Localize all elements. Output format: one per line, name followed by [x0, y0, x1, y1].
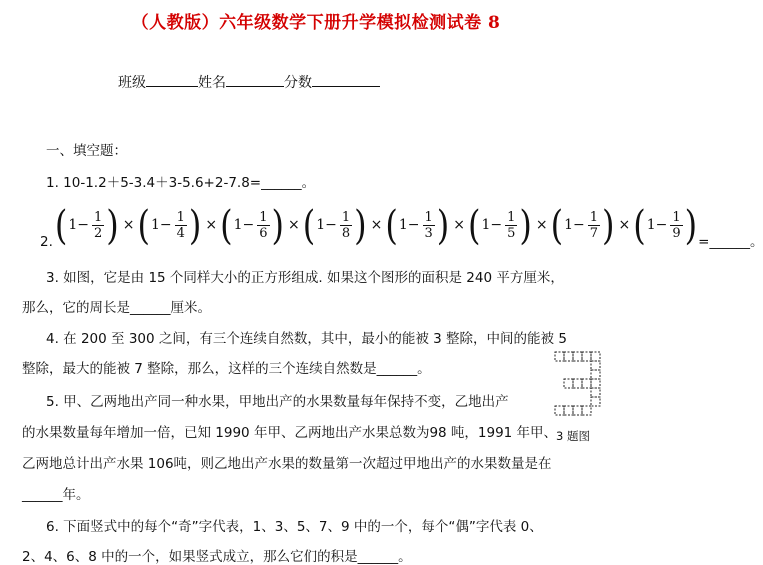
- page-title: （人教版）六年级数学下册升学模拟检测试卷 8: [131, 13, 501, 33]
- one-minus: 1−: [398, 217, 420, 233]
- question-5-line-1: 5. 甲、乙两地出产同一种水果，甲地出产的水果数量每年保持不变，乙地出产: [46, 394, 509, 410]
- question-4-line-2: 整除，最大的能被 7 整除，那么，这样的三个连续自然数是______。: [22, 361, 431, 377]
- question-6-line-2: 2、4、6、8 中的一个，如果竖式成立，那么它们的积是______。: [22, 549, 412, 565]
- question-2-answer: =______。: [698, 234, 763, 250]
- question-3-line-2: 那么，它的周长是______厘米。: [22, 300, 211, 316]
- factor: [385, 201, 450, 249]
- right-paren: ): [188, 201, 202, 249]
- section-heading: 一、填空题：: [46, 143, 127, 159]
- numerator: 1: [672, 209, 681, 225]
- question-5-line-4: ______年。: [22, 487, 90, 503]
- one-minus: 1−: [233, 217, 255, 233]
- factor: [220, 201, 285, 249]
- factor: [550, 201, 615, 249]
- name-blank: [226, 73, 284, 87]
- numerator: 1: [176, 209, 185, 225]
- numerator: 1: [424, 209, 433, 225]
- numerator: 1: [259, 209, 268, 225]
- score-blank: [312, 73, 380, 87]
- left-paren: (: [550, 201, 564, 249]
- times-sign: ×: [453, 217, 466, 233]
- fraction: [257, 210, 269, 241]
- one-minus: 1−: [316, 217, 337, 233]
- denominator: 9: [672, 225, 681, 241]
- factor: [137, 201, 202, 249]
- denominator: 2: [94, 225, 103, 241]
- question-6-line-1: 6. 下面竖式中的每个“奇”字代表，1、3、5、7、9 中的一个，每个“偶”字代表 0、: [46, 519, 543, 535]
- one-minus: 1−: [646, 217, 668, 233]
- fraction: [505, 210, 517, 241]
- name-label: 姓名: [198, 75, 226, 91]
- right-paren: ): [519, 201, 532, 249]
- factor-list: [54, 201, 698, 249]
- fraction: [588, 210, 600, 241]
- denominator: 7: [589, 225, 599, 241]
- factor: [633, 201, 698, 249]
- left-paren: (: [385, 201, 398, 249]
- one-minus: 1−: [151, 217, 172, 233]
- left-paren: (: [302, 201, 316, 249]
- factor: [54, 201, 119, 249]
- class-blank: [146, 73, 198, 87]
- one-minus: 1−: [68, 217, 90, 233]
- numerator: 1: [341, 209, 351, 225]
- denominator: 6: [259, 225, 268, 241]
- student-info-line: [118, 72, 380, 92]
- times-sign: ×: [288, 217, 300, 233]
- right-paren: ): [354, 201, 367, 249]
- question-3-figure: [553, 350, 603, 426]
- left-paren: (: [633, 201, 646, 249]
- right-paren: ): [436, 201, 450, 249]
- denominator: 8: [341, 225, 351, 241]
- fraction: [92, 210, 104, 241]
- left-paren: (: [468, 201, 481, 249]
- times-sign: ×: [618, 217, 631, 233]
- factor: [468, 201, 532, 249]
- question-5-line-3: 乙两地总计出产水果 106吨，则乙地出产水果的数量第一次超过甲地出产的水果数量是在: [22, 456, 552, 472]
- numerator: 1: [94, 209, 103, 225]
- denominator: 3: [424, 225, 433, 241]
- one-minus: 1−: [481, 217, 503, 233]
- question-3-line-1: 3. 如图，它是由 15 个同样大小的正方形组成. 如果这个图形的面积是 240 平方厘米，: [46, 270, 564, 286]
- question-5-line-2: 的水果数量每年增加一倍，已知 1990 年甲、乙两地出产水果总数为98 吨，1991 年甲、: [22, 425, 558, 441]
- question-2: [40, 200, 763, 250]
- left-paren: (: [220, 201, 233, 249]
- denominator: 5: [507, 225, 516, 241]
- question-4-line-1: 4. 在 200 至 300 之间，有三个连续自然数，其中，最小的能被 3 整除，中间的能被 5: [46, 331, 567, 347]
- one-minus: 1−: [564, 217, 585, 233]
- times-sign: ×: [122, 217, 135, 233]
- right-paren: ): [602, 201, 615, 249]
- numerator: 1: [589, 209, 599, 225]
- numerator: 1: [507, 209, 516, 225]
- fraction: [175, 210, 187, 241]
- question-1: 1. 10-1.2＋5-3.4＋3-5.6+2-7.8=______。: [46, 175, 316, 191]
- times-sign: ×: [205, 217, 218, 233]
- fraction: [423, 210, 435, 241]
- left-paren: (: [54, 201, 68, 249]
- class-label: 班级: [118, 75, 146, 91]
- factor: [302, 201, 367, 249]
- fraction: [670, 210, 682, 241]
- question-2-number: 2.: [40, 234, 53, 250]
- left-paren: (: [137, 201, 150, 249]
- times-sign: ×: [535, 217, 548, 233]
- right-paren: ): [271, 201, 285, 249]
- denominator: 4: [176, 225, 185, 241]
- fraction: [340, 210, 352, 241]
- score-label: 分数: [284, 75, 312, 91]
- figure-caption: 3 题图: [556, 429, 590, 443]
- times-sign: ×: [370, 217, 383, 233]
- right-paren: ): [106, 201, 119, 249]
- right-paren: ): [684, 201, 698, 249]
